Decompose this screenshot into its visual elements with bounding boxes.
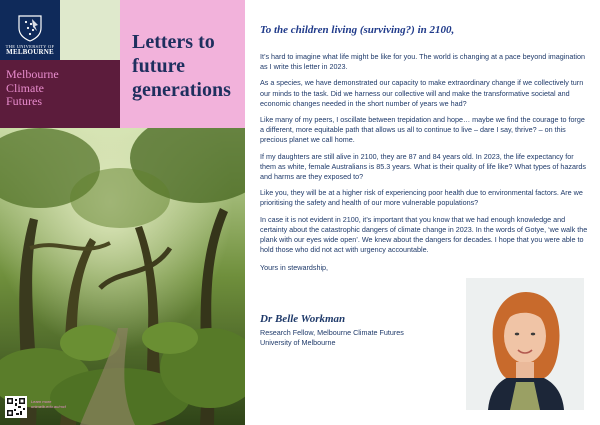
author-portrait [466,278,584,410]
letter-paragraph: It’s hard to imagine what life might be like for you. The world is changing at a pace beyond imagination as I write this letter in 2023. [260,52,585,72]
qr-icon [6,397,26,417]
author-name: Dr Belle Workman [260,313,346,325]
signature-block [260,313,460,347]
letter-paragraph: If my daughters are still alive in 2100, they are 87 and 84 years old. In 2023, the life expectancy for them as white, female Australians is 85.3 years. What is their quality of life like? What types of hazards and harms are they exposed to? [260,151,586,182]
brand-block [0,60,120,128]
letter-closing: Yours in stewardship, [260,263,329,273]
qr-caption: Learn more unimelb.edu.au/mcf [31,399,66,409]
author-title: Research Fellow, Melbourne Climate Futures [260,328,404,337]
logo-name: MELBOURNE [6,48,54,56]
letter-paragraph: Like many of my peers, I oscillate between trepidation and hope… maybe we find the courage to forge a different, more equitable path that allows us all to continue to live – dare I say, thrive? – on this precious planet we call home. [260,115,585,145]
qr-code[interactable] [5,396,27,418]
letter-paragraph: In case it is not evident in 2100, it’s important that you know that we had enough knowledge and certainty about the catastrophic dangers of climate change in 2023. In the words of Gotye, ‘we walk the plank with our eyes wide open’. We knew about the dangers for decades. I hope that you were able to hold those who did not act with urgency accountable. [260,214,588,255]
logo-small-line: THE UNIVERSITY OF [5,43,55,49]
crest-icon [17,14,43,42]
letter-body [260,24,590,272]
series-title: Letters to future generations [132,31,231,101]
series-title-block [120,0,245,128]
decorative-strip [60,0,120,60]
brand-title: Melbourne Climate Futures [6,67,59,108]
letter-paragraph: As a species, we have demonstrated our capacity to make extraordinary change if we collectively turn our minds to the task. Did we harness our collective will and make the transformative societal and economic changes needed in the short number of years we had? [260,78,584,108]
author-org: University of Melbourne [260,337,336,347]
letter-paragraph: Like you, they will be at a higher risk of experiencing poor health due to environmental factors. Are we prioritising the safety and health of our more vulnerable populations? [260,188,583,208]
university-logo[interactable] [0,0,60,60]
letter-greeting: To the children living (surviving?) in 2100, [260,24,455,36]
forest-photo [0,128,245,425]
left-panel [0,0,245,425]
